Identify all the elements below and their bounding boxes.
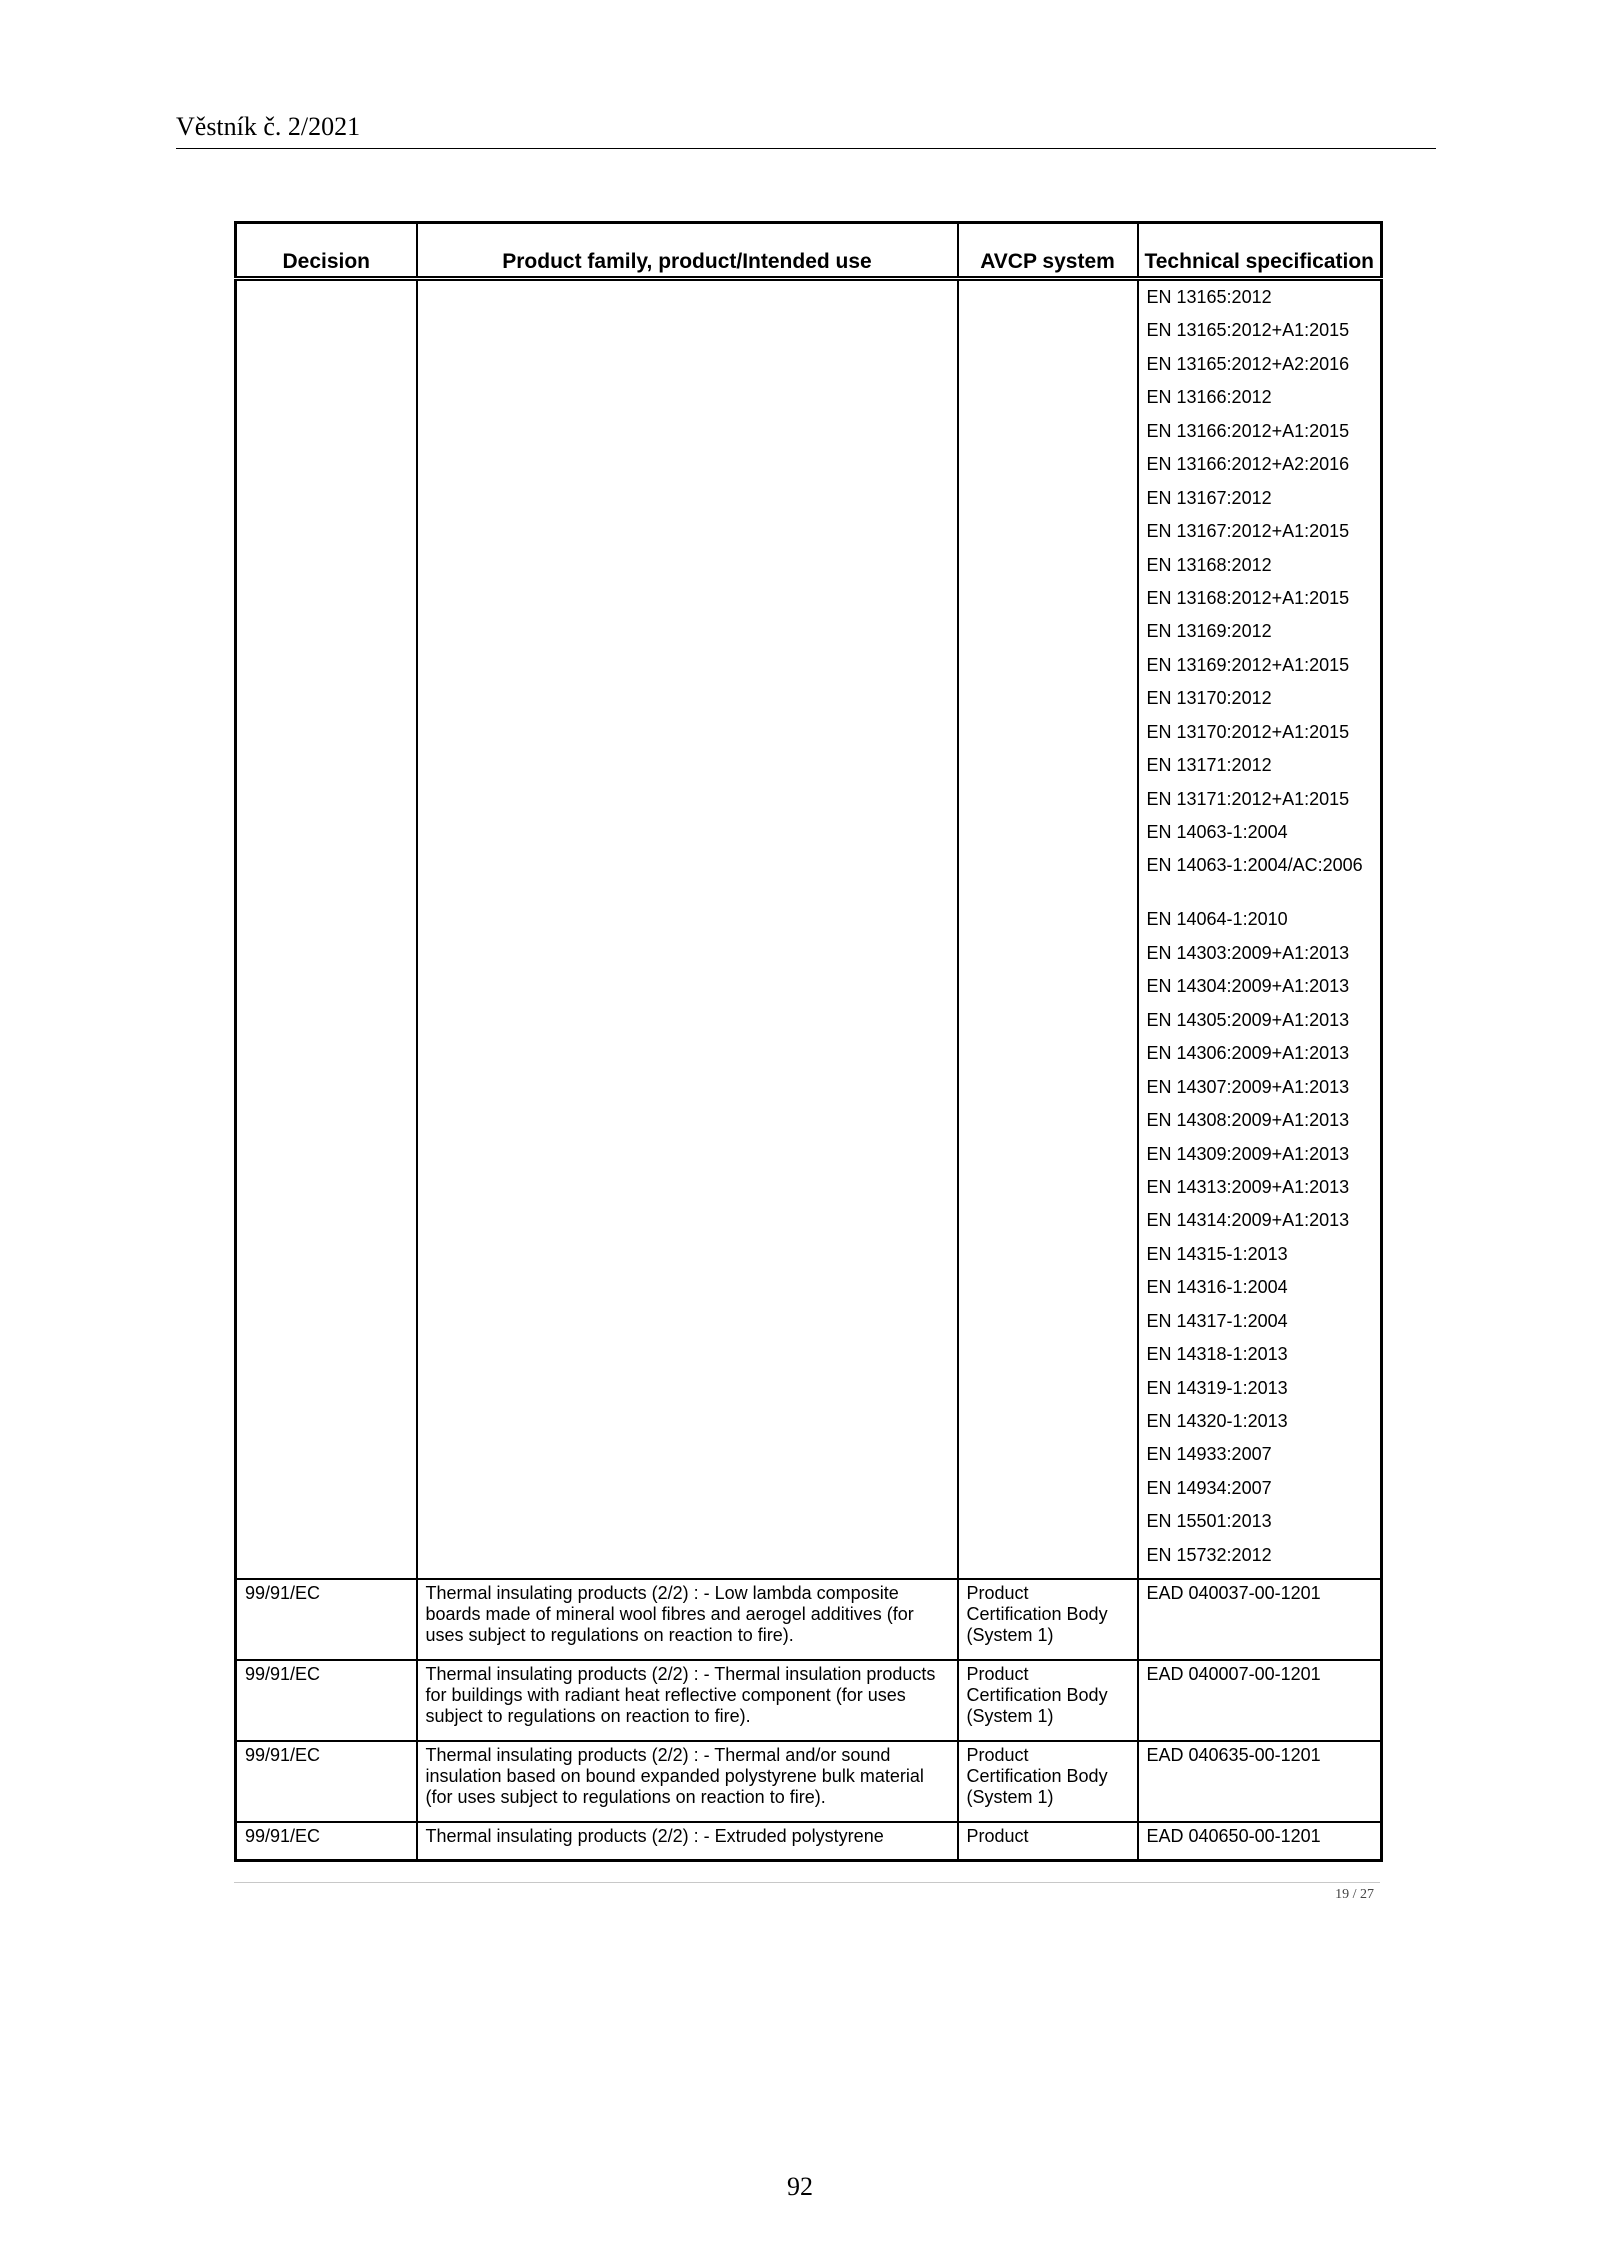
spec-item: EN 15501:2013: [1146, 1511, 1272, 1532]
decision-cell: 99/91/EC: [236, 1660, 417, 1741]
spec-item: EN 15732:2012: [1146, 1544, 1272, 1565]
spec-item: EN 14314:2009+A1:2013: [1146, 1210, 1350, 1231]
product-cell: Thermal insulating products (2/2) : - Extruded polystyrene: [417, 1822, 958, 1861]
spec-item: EN 14303:2009+A1:2013: [1146, 942, 1350, 963]
spec-item: EN 13170:2012+A1:2015: [1146, 721, 1350, 742]
table-row: [236, 1741, 1382, 1822]
spec-item: EN 14933:2007: [1146, 1444, 1272, 1465]
spec-cell: EAD 040650-00-1201: [1138, 1822, 1382, 1861]
spec-item: EN 13171:2012+A1:2015: [1146, 788, 1350, 809]
decision-cell: 99/91/EC: [236, 1579, 417, 1660]
column-header-technical-spec: Technical specification: [1138, 223, 1382, 279]
decision-cell: 99/91/EC: [236, 1741, 417, 1822]
spec-item: EN 13169:2012+A1:2015: [1146, 654, 1350, 675]
table-row: [236, 1579, 1382, 1660]
spec-item: EN 14319-1:2013: [1146, 1377, 1288, 1398]
spec-item: EN 14306:2009+A1:2013: [1146, 1043, 1350, 1064]
spec-item: EN 14063-1:2004: [1146, 822, 1288, 842]
spec-item: EN 14316-1:2004: [1146, 1277, 1288, 1298]
spec-item: EN 14308:2009+A1:2013: [1146, 1110, 1350, 1131]
spec-item: EN 13165:2012: [1146, 287, 1272, 307]
spec-item: EN 13166:2012+A1:2015: [1146, 420, 1350, 441]
spec-item: EN 14307:2009+A1:2013: [1146, 1076, 1350, 1097]
journal-header: [176, 112, 1436, 149]
spec-item: EN 14304:2009+A1:2013: [1146, 976, 1350, 997]
specification-table: [234, 221, 1383, 1862]
spec-item: EN 13167:2012: [1146, 487, 1272, 508]
spec-item: EN 13171:2012: [1146, 755, 1272, 776]
spec-item: EN 14305:2009+A1:2013: [1146, 1009, 1350, 1030]
journal-title: Věstník č. 2/2021: [176, 112, 361, 141]
spec-item: EN 13167:2012+A1:2015: [1146, 521, 1350, 542]
avcp-cell: Product Certification Body (System 1): [958, 1660, 1138, 1741]
page-footer: [234, 1882, 1380, 1905]
decision-cell-empty: [236, 279, 417, 1580]
product-cell: Thermal insulating products (2/2) : - Thermal and/or sound insulation based on bound expanded polystyrene bulk material (for uses subject to regulations on reaction to fire).: [417, 1741, 958, 1822]
spec-cell: EAD 040635-00-1201: [1138, 1741, 1382, 1822]
product-cell: Thermal insulating products (2/2) : - Thermal insulation products for buildings with radiant heat reflective component (for uses subject to regulations on reaction to fire).: [417, 1660, 958, 1741]
spec-item: EN 14313:2009+A1:2013: [1146, 1176, 1350, 1197]
spec-item: EN 13168:2012: [1146, 554, 1272, 575]
spec-cell: EAD 040037-00-1201: [1138, 1579, 1382, 1660]
column-header-decision: Decision: [236, 223, 417, 279]
spec-item: EN 14934:2007: [1146, 1477, 1272, 1498]
spec-item: EN 13168:2012+A1:2015: [1146, 587, 1350, 608]
continued-row: [236, 279, 1382, 1580]
spec-item: EN 14320-1:2013: [1146, 1411, 1288, 1431]
spec-item: EN 14318-1:2013: [1146, 1344, 1288, 1365]
spec-item: EN 13166:2012: [1146, 387, 1272, 408]
table-row: [236, 1660, 1382, 1741]
avcp-cell-empty: [958, 279, 1138, 1580]
table-row: [236, 1822, 1382, 1861]
avcp-cell: Product Certification Body (System 1): [958, 1741, 1138, 1822]
column-header-product: Product family, product/Intended use: [417, 223, 958, 279]
page-of-indicator: 19 / 27: [1335, 1887, 1374, 1902]
spec-item: EN 14064-1:2010: [1146, 909, 1288, 930]
column-header-avcp: AVCP system: [958, 223, 1138, 279]
spec-item: EN 14063-1:2004/AC:2006: [1146, 855, 1363, 876]
spec-cell: EAD 040007-00-1201: [1138, 1660, 1382, 1741]
product-cell: Thermal insulating products (2/2) : - Low lambda composite boards made of mineral wool fibres and aerogel additives (for uses subject to regulations on reaction to fire).: [417, 1579, 958, 1660]
spec-item: EN 13169:2012: [1146, 621, 1272, 642]
spec-item: EN 13165:2012+A1:2015: [1146, 320, 1350, 341]
spec-item: EN 13170:2012: [1146, 688, 1272, 709]
spec-item: EN 13165:2012+A2:2016: [1146, 353, 1350, 374]
spec-item: EN 14309:2009+A1:2013: [1146, 1143, 1350, 1164]
decision-cell: 99/91/EC: [236, 1822, 417, 1861]
spec-item: EN 14315-1:2013: [1146, 1243, 1288, 1264]
spec-list-cell: [1138, 279, 1382, 1580]
spec-item: EN 13166:2012+A2:2016: [1146, 454, 1350, 475]
avcp-cell: Product: [958, 1822, 1138, 1861]
page-number: 92: [787, 2172, 813, 2201]
table-header-row: [236, 223, 1382, 279]
spec-item: EN 14317-1:2004: [1146, 1310, 1288, 1331]
avcp-cell: Product Certification Body (System 1): [958, 1579, 1138, 1660]
product-cell-empty: [417, 279, 958, 1580]
